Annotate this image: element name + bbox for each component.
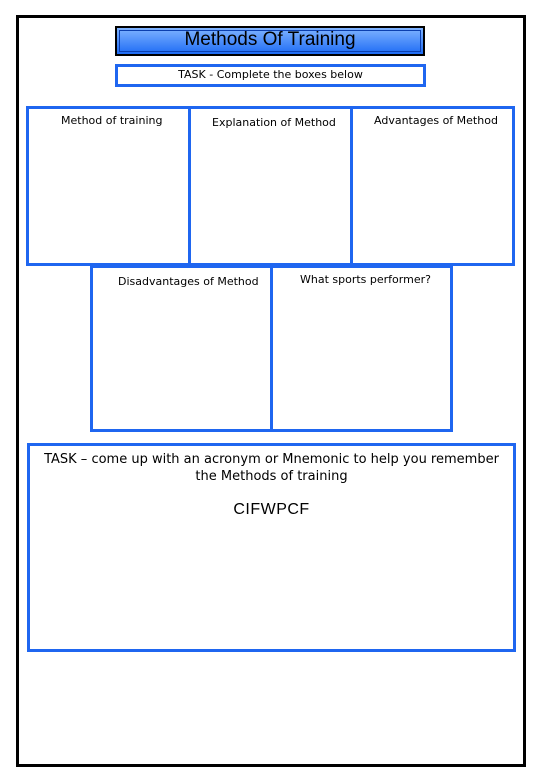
advantages-box[interactable] [350, 106, 515, 266]
acronym-task-box[interactable] [27, 443, 516, 652]
method-of-training-label: Method of training [61, 114, 163, 127]
task-instruction-box [115, 64, 426, 87]
acronym-task-line-1: TASK – come up with an acronym or Mnemonic to help you remember [44, 452, 499, 467]
acronym-answer: CIFWPCF [233, 501, 310, 518]
sports-performer-label: What sports performer? [300, 273, 431, 286]
task-instruction: TASK - Complete the boxes below [178, 68, 363, 81]
acronym-task-line-2: the Methods of training [195, 469, 348, 484]
page-title: Methods Of Training [184, 29, 356, 50]
acronym-task-text [30, 451, 513, 485]
method-of-training-box[interactable] [26, 106, 191, 266]
explanation-box[interactable] [188, 106, 353, 266]
disadvantages-box[interactable] [90, 265, 273, 432]
explanation-label: Explanation of Method [212, 116, 336, 129]
disadvantages-label: Disadvantages of Method [118, 275, 259, 288]
sports-performer-box[interactable] [270, 265, 453, 432]
title-banner [115, 26, 425, 56]
advantages-label: Advantages of Method [374, 114, 498, 127]
